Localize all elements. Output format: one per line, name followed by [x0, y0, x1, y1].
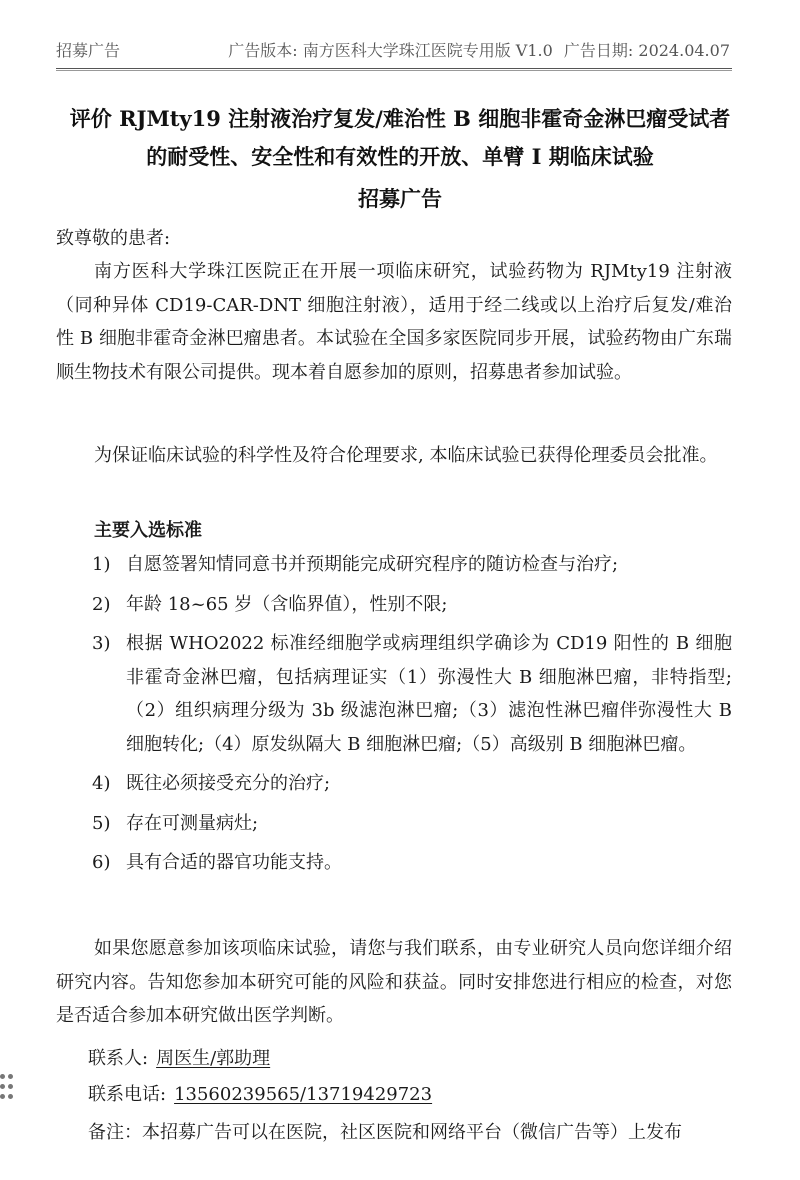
item-number: 5) — [92, 812, 111, 834]
title-line-2: 的耐受性、安全性和有效性的开放、单臂 I 期临床试验 — [146, 144, 654, 169]
ethics-paragraph: 为保证临床试验的科学性及符合伦理要求, 本临床试验已获得伦理委员会批准。 — [94, 445, 718, 466]
contact-person — [88, 1044, 270, 1070]
contact-phone-label: 联系电话: — [88, 1084, 167, 1105]
item-number: 6) — [92, 852, 111, 873]
contact-person-label: 联系人: — [88, 1048, 149, 1069]
title-line-1: 评价 RJMty19 注射液治疗复发/难治性 B 细胞非霍奇金淋巴瘤受试者 — [69, 106, 731, 131]
contact-phone — [88, 1080, 432, 1106]
header-date: 广告日期: 2024.04.07 — [563, 41, 730, 60]
title-line-3: 招募广告 — [358, 186, 442, 211]
list-item — [56, 548, 732, 582]
list-item — [56, 627, 732, 761]
header-divider — [56, 70, 732, 71]
list-item — [56, 767, 732, 801]
header-version: 广告版本: 南方医科大学珠江医院专用版 V1.0 — [228, 41, 553, 60]
item-number: 2) — [92, 593, 111, 615]
contact-intro-paragraph: 如果您愿意参加该项临床试验，请您与我们联系，由专业研究人员向您详细介绍研究内容。告知您参加本研究可能的风险和获益。同时安排您进行相应的检查，对您是否适合参加本研究做出医学判断。 — [56, 938, 732, 1026]
item-number: 3) — [92, 633, 111, 654]
intro-paragraph: 南方医科大学珠江医院正在开展一项临床研究，试验药物为 RJMty19 注射液（同种异体 CD19-CAR-DNT 细胞注射液），适用于经二线或以上治疗后复发/难治性 B 细胞非霍奇金淋巴瘤患者。本试验在全国多家医院同步开展，试验药物由广东瑞顺生物技术有限公司提供。现本着自愿参加的原则，招募患者参加试验。 — [56, 261, 732, 383]
list-item — [56, 807, 732, 841]
criteria-list — [56, 548, 732, 886]
item-text: 年龄 18~65 岁（含临界值），性别不限; — [126, 593, 448, 615]
item-text: 存在可测量病灶; — [126, 812, 259, 834]
contact-person-value: 周医生/郭助理 — [156, 1048, 271, 1069]
note-text: 备注：本招募广告可以在医院，社区医院和网络平台（微信广告等）上发布 — [88, 1122, 682, 1143]
criteria-heading: 主要入选标准 — [94, 520, 202, 541]
item-text: 自愿签署知情同意书并预期能完成研究程序的随访检查与治疗; — [126, 554, 619, 575]
item-number: 1) — [92, 554, 111, 575]
list-item — [56, 846, 732, 880]
greeting: 致尊敬的患者: — [56, 228, 171, 249]
page-header — [56, 34, 732, 69]
header-meta — [222, 38, 730, 61]
drag-handle-icon[interactable] — [0, 1074, 16, 1108]
header-label: 招募广告 — [56, 41, 121, 60]
contact-phone-value[interactable]: 13560239565/13719429723 — [174, 1084, 433, 1105]
item-text: 具有合适的器官功能支持。 — [126, 852, 342, 873]
item-text: 根据 WHO2022 标准经细胞学或病理组织学确诊为 CD19 阳性的 B 细胞非霍奇金淋巴瘤，包括病理证实（1）弥漫性大 B 细胞淋巴瘤，非特指型;（2）组织病理分级为 3b 级滤泡淋巴瘤;（3）滤泡性淋巴瘤伴弥漫性大 B 细胞转化;（4）原发纵隔大 B 细胞淋巴瘤;（5）高级别 B 细胞淋巴瘤。 — [126, 633, 732, 755]
list-item — [56, 588, 732, 622]
item-text: 既往必须接受充分的治疗; — [126, 773, 331, 794]
document-title — [40, 100, 760, 218]
item-number: 4) — [92, 773, 111, 794]
